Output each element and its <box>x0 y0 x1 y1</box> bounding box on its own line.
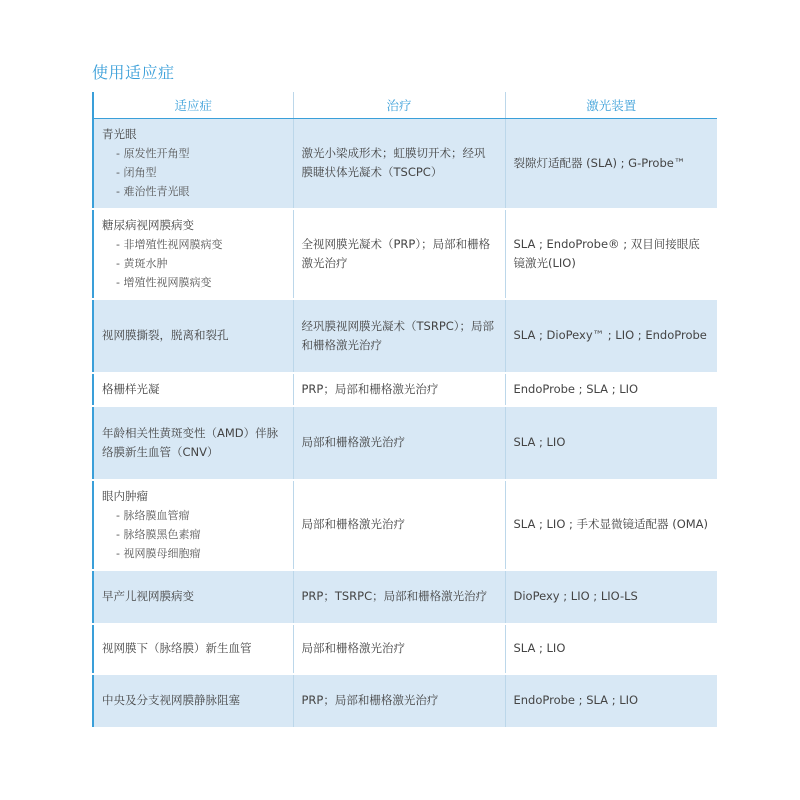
indication-label: 格栅样光凝 <box>102 381 160 396</box>
treatment-cell: 局部和栅格激光治疗 <box>293 406 505 480</box>
treatment-cell: PRP；TSRPC；局部和栅格激光治疗 <box>293 570 505 624</box>
table-row <box>93 119 717 209</box>
treatment-cell: PRP；局部和栅格激光治疗 <box>293 674 505 728</box>
section-title: 使用适应症 <box>92 63 175 82</box>
indication-cell <box>93 624 293 674</box>
indication-subtype: - 闭角型 <box>116 166 157 180</box>
header-treatment: 治疗 <box>293 92 505 119</box>
indication-label: 视网膜下（脉络膜）新生血管 <box>102 641 252 655</box>
table-row <box>93 480 717 570</box>
laser-device-cell: 裂隙灯适配器 (SLA) ; G-Probe™ <box>505 119 717 209</box>
treatment-cell: PRP；局部和栅格激光治疗 <box>293 373 505 406</box>
indications-table <box>92 92 717 729</box>
indication-label: 眼内肿瘤 <box>102 488 148 503</box>
table-header-row <box>93 92 717 119</box>
table-row <box>93 209 717 299</box>
laser-device-cell: SLA ; LIO <box>505 406 717 480</box>
indication-cell <box>93 119 293 209</box>
table-row <box>93 674 717 728</box>
indication-cell <box>93 570 293 624</box>
laser-device-cell: SLA ; DioPexy™ ; LIO ; EndoProbe <box>505 299 717 373</box>
indication-cell <box>93 209 293 299</box>
treatment-cell: 全视网膜光凝术（PRP）；局部和栅格激光治疗 <box>293 209 505 299</box>
table-body <box>93 119 717 728</box>
indication-label: 年龄相关性黄斑变性（AMD）伴脉络膜新生血管（CNV） <box>102 425 279 459</box>
indication-label: 早产儿视网膜病变 <box>102 589 194 603</box>
indication-subtype: - 脉络膜血管瘤 <box>116 508 190 522</box>
indication-cell <box>93 299 293 373</box>
treatment-cell: 经巩膜视网膜光凝术（TSRPC）；局部和栅格激光治疗 <box>293 299 505 373</box>
indication-cell <box>93 480 293 570</box>
indication-subtype: - 原发性开角型 <box>116 147 190 161</box>
indication-subtype: - 难治性青光眼 <box>116 185 190 199</box>
table-row <box>93 373 717 406</box>
laser-device-cell: SLA ; LIO <box>505 624 717 674</box>
indication-cell <box>93 406 293 480</box>
treatment-cell: 激光小梁成形术；虹膜切开术；经巩膜睫状体光凝术（TSCPC） <box>293 119 505 209</box>
laser-device-cell: SLA ; LIO ; 手术显微镜适配器 (OMA) <box>505 480 717 570</box>
table-row <box>93 406 717 480</box>
header-laser: 激光装置 <box>505 92 717 119</box>
table-row <box>93 624 717 674</box>
indication-label: 青光眼 <box>102 127 137 142</box>
indication-subtype: - 视网膜母细胞瘤 <box>116 546 201 560</box>
indication-subtype: - 黄斑水肿 <box>116 256 168 270</box>
laser-device-cell: SLA ; EndoProbe® ; 双目间接眼底镜激光(LIO) <box>505 209 717 299</box>
table-row <box>93 299 717 373</box>
indication-cell <box>93 674 293 728</box>
indication-label: 中央及分支视网膜静脉阻塞 <box>102 693 240 707</box>
indication-cell <box>93 373 293 406</box>
header-indication: 适应症 <box>93 92 293 119</box>
indication-subtype: - 非增殖性视网膜病变 <box>116 237 223 251</box>
indication-label: 糖尿病视网膜病变 <box>102 217 194 232</box>
indications-table-wrapper <box>92 92 716 729</box>
indication-subtype: - 增殖性视网膜病变 <box>116 275 212 289</box>
laser-device-cell: EndoProbe ; SLA ; LIO <box>505 674 717 728</box>
indication-subtype: - 脉络膜黑色素瘤 <box>116 527 201 541</box>
treatment-cell: 局部和栅格激光治疗 <box>293 480 505 570</box>
indication-label: 视网膜撕裂，脱离和裂孔 <box>102 328 229 342</box>
laser-device-cell: EndoProbe ; SLA ; LIO <box>505 373 717 406</box>
treatment-cell: 局部和栅格激光治疗 <box>293 624 505 674</box>
laser-device-cell: DioPexy ; LIO ; LIO-LS <box>505 570 717 624</box>
table-row <box>93 570 717 624</box>
